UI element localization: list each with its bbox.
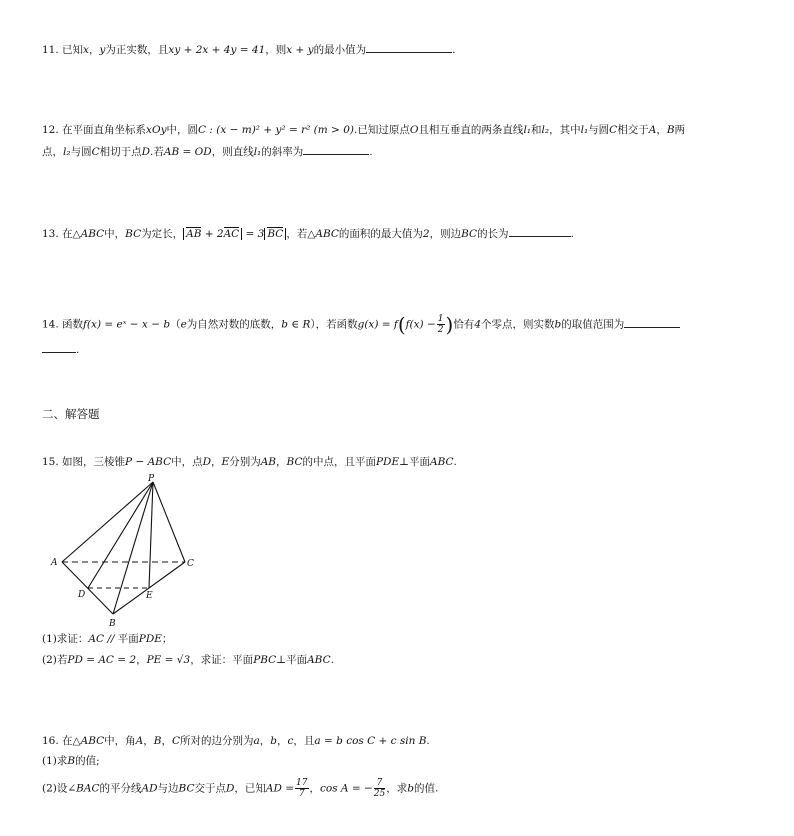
q13-text: 中， <box>104 228 126 240</box>
q15-end: . <box>453 456 457 468</box>
question-16-part-1 <box>42 753 100 769</box>
edge-pc <box>153 482 185 562</box>
q13-end: . <box>570 228 574 240</box>
q13-text: 在 <box>62 228 73 240</box>
q16-b-angle: B <box>153 735 162 747</box>
q15-part1-pde: PDE <box>138 633 162 645</box>
q11-text: ，则 <box>265 44 287 56</box>
question-13 <box>42 226 574 242</box>
q14-number: 14. <box>42 318 59 331</box>
q13-number: 13. <box>42 228 59 240</box>
q14-right-paren: ) <box>445 312 454 337</box>
label-p: P <box>148 474 155 484</box>
question-15-part-1 <box>42 631 172 647</box>
q16-text: 中，角 <box>104 735 136 747</box>
q16-cos-num: 7 <box>374 778 385 789</box>
q11-equation: xy + 2x + 4y = 41 <box>168 44 266 56</box>
q13-two: 2 <box>422 228 430 240</box>
label-d: D <box>78 590 86 600</box>
q16-a-side: a <box>253 735 260 747</box>
q14-inner: f(x) − <box>405 318 436 331</box>
q15-part2-condition: PD = AC = 2 <box>67 654 137 666</box>
q13-plus: + 2 <box>201 228 224 240</box>
q14-fx: f(x) = eˣ − x − b <box>83 318 171 331</box>
q16-part1-end: 的值; <box>75 755 100 767</box>
q16-text: 所对的边分别为 <box>180 735 254 747</box>
q14-text: ），若函数 <box>310 318 358 331</box>
q12-text: 中，圆 <box>166 124 199 136</box>
q12-l1: l₁ <box>523 124 532 136</box>
q15-sep: ， <box>276 456 287 468</box>
q13-text: 的面积的最大值为 <box>338 228 423 240</box>
q12-circle-equation: C : (x − m)² + y² = r² (m > 0) <box>198 124 354 136</box>
q16-part2-label: (2) <box>42 782 57 795</box>
q12-text: 两 <box>674 124 686 136</box>
q13-text: 为定长， <box>141 228 184 240</box>
q16-c-side: c <box>287 735 294 747</box>
q15-part2-abc: ABC <box>307 654 331 666</box>
q15-sep: ， <box>211 456 222 468</box>
q15-part2-end: . <box>330 654 334 666</box>
q13-text: 的长为 <box>477 228 509 240</box>
q13-equals: = 3 <box>242 228 265 240</box>
section-title: 二、解答题 <box>42 407 100 421</box>
q16-part2-text: ，求 <box>386 782 408 795</box>
q15-text: 平面 <box>409 456 431 468</box>
question-12-line-1: 12. 在平面直角坐标系xOy中，圆C : (x − m)² + y² = r² (m > 0).已知过原点O且相互垂直的两条直线l₁和l₂，其中l₁与圆C相交于A，B两 <box>42 124 686 136</box>
edge-pd <box>88 482 153 588</box>
q15-part1-end: ； <box>161 633 173 645</box>
q16-cos-eq: cos A = − <box>320 782 373 795</box>
q15-ab: AB <box>260 456 277 468</box>
question-14-line-1 <box>42 314 680 335</box>
q15-perp: ⊥ <box>399 456 410 468</box>
q12-text: 点， <box>42 146 63 158</box>
answer-blank <box>624 317 680 328</box>
q16-angle: ∠BAC <box>67 782 100 795</box>
q16-part2-text: 与边 <box>157 782 179 795</box>
q12-text: ，则直线 <box>211 146 254 158</box>
q11-x: x <box>83 44 89 56</box>
q11-text: 为正实数，且 <box>105 44 169 56</box>
q11-number: 11. <box>42 44 59 56</box>
q16-text: 在 <box>62 735 73 747</box>
question-11 <box>42 42 455 58</box>
q14-fraction-den: 2 <box>437 325 444 335</box>
q12-text: 与圆 <box>70 146 92 158</box>
q12-text: ，其中 <box>549 124 581 136</box>
q15-pyramid: P − ABC <box>125 456 172 468</box>
q12-text: 且相互垂直的两条直线 <box>418 124 524 136</box>
q11-sep: ， <box>88 44 100 56</box>
question-12-line-2 <box>42 144 373 160</box>
q15-part1-parallel: // <box>104 633 118 645</box>
q13-vector-bc: BC <box>267 228 284 240</box>
q13-triangle: △ABC <box>72 228 105 240</box>
q16-condition: a = b cos C + c sin B <box>314 735 427 747</box>
q15-part2-text: 平面 <box>286 654 308 666</box>
q16-cos-den: 25 <box>373 789 386 799</box>
q16-part1-b: B <box>67 755 76 767</box>
q15-part2-perp: ⊥ <box>276 654 287 666</box>
q11-expr: x + y <box>286 44 314 56</box>
q16-d: D <box>225 782 235 795</box>
q15-part1-text: 求证： <box>56 633 89 645</box>
q16-b-side: b <box>270 735 278 747</box>
q12-text: .若 <box>150 146 164 158</box>
q12-l1: l₁ <box>580 124 589 136</box>
q13-triangle: △ABC <box>307 228 339 240</box>
q13-bc: BC <box>125 228 142 240</box>
q13-bc: BC <box>461 228 478 240</box>
q14-text: （ <box>170 318 181 331</box>
q16-cos-fraction <box>374 778 385 799</box>
q16-bc: BC <box>178 782 195 795</box>
q14-gx: g(x) = f <box>357 318 398 331</box>
q15-text: 的中点，且平面 <box>302 456 376 468</box>
q14-fraction-num: 1 <box>437 314 444 324</box>
q16-triangle: △ABC <box>72 735 105 747</box>
q15-part2-text: ，求证：平面 <box>190 654 254 666</box>
label-b: B <box>109 619 116 629</box>
q13-text: ，则边 <box>429 228 462 240</box>
q12-l2: l₂ <box>63 146 71 158</box>
q11-text: 的最小值为 <box>313 44 367 56</box>
q16-part2-text: 设 <box>56 782 68 795</box>
q13-vector-ab: AB <box>186 228 202 240</box>
q12-l1: l₁ <box>253 146 262 158</box>
q16-ad-fraction <box>295 778 308 799</box>
q15-part2-pbc: PBC <box>253 654 277 666</box>
edge-pe <box>149 482 153 588</box>
q15-part1-ac: AC <box>88 633 104 645</box>
edge-pa <box>62 482 153 562</box>
q12-l2: l₂ <box>541 124 550 136</box>
q12-d: D <box>141 146 151 158</box>
q16-part2-b: b <box>407 782 414 795</box>
q15-text: 中，点 <box>171 456 203 468</box>
q12-text: 的斜率为 <box>261 146 304 158</box>
question-14-line-2 <box>42 342 79 358</box>
q11-text: 已知 <box>62 44 84 56</box>
q12-condition: AB = OD <box>163 146 212 158</box>
q16-ad-den: 7 <box>298 789 305 799</box>
q15-e: E <box>221 456 230 468</box>
q14-end: . <box>76 344 80 356</box>
q13-vector-ac: AC <box>223 228 240 240</box>
q14-fraction <box>437 314 445 335</box>
label-e: E <box>146 591 153 601</box>
q16-part2-text: 的平分线 <box>99 782 142 795</box>
q12-c: C <box>609 124 618 136</box>
q12-a: A <box>648 124 657 136</box>
q15-part2-pe: PE = √3 <box>146 654 191 666</box>
q12-text: 相交于 <box>617 124 649 136</box>
q12-number: 12. <box>42 124 59 136</box>
q12-text: .已知过原点 <box>353 124 410 136</box>
q14-text: 的取值范围为 <box>561 318 625 331</box>
q15-part2-label: (2) <box>42 654 57 666</box>
q15-abc: ABC <box>430 456 454 468</box>
q14-e: e <box>180 318 187 331</box>
answer-blank <box>509 226 571 237</box>
q12-text: 相切于点 <box>99 146 142 158</box>
label-c: C <box>187 559 194 569</box>
q16-text: ，且 <box>293 735 315 747</box>
q15-part2-text: 若 <box>56 654 68 666</box>
q15-pde: PDE <box>375 456 400 468</box>
q16-c-angle: C <box>171 735 181 747</box>
q12-text: 与圆 <box>588 124 610 136</box>
q13-text: ，若 <box>286 228 308 240</box>
q12-text: 在平面直角坐标系 <box>62 124 147 136</box>
q16-part1-text: 求 <box>56 755 68 767</box>
q15-d: D <box>202 456 212 468</box>
q16-a-angle: A <box>135 735 144 747</box>
q16-part2-text: ，已知 <box>234 782 266 795</box>
q12-end: . <box>369 146 373 158</box>
q15-part1-label: (1) <box>42 633 57 645</box>
q14-left-paren: ( <box>397 312 406 337</box>
edge-bc <box>113 562 185 614</box>
q15-part1-text: 平面 <box>117 633 139 645</box>
q14-b: b <box>554 318 562 331</box>
pyramid-figure <box>40 472 210 632</box>
q13-abs-bc <box>264 228 286 240</box>
q16-ad-eq: AD = <box>265 782 295 795</box>
q14-text: 恰有 <box>453 318 475 331</box>
q15-part2-sep: ， <box>136 654 147 666</box>
q16-part1-label: (1) <box>42 755 57 767</box>
edge-ab <box>62 562 113 614</box>
q16-end: . <box>426 735 430 747</box>
q14-four: 4 <box>474 318 481 331</box>
q11-end: . <box>452 44 456 56</box>
q16-part2-end: 的值. <box>413 782 439 795</box>
question-16-part-2: (2)设∠BAC的平分线AD与边BC交于点D，已知AD = $\frac{17}{7}$ ，cos A = − $\frac{7}{25}$ ，求b的值. <box>42 778 439 799</box>
q14-text: 个零点，则实数 <box>481 318 555 331</box>
q12-origin: O <box>409 124 419 136</box>
question-15-part-2 <box>42 652 334 668</box>
q14-text: 为自然对数的底数， <box>186 318 282 331</box>
answer-blank <box>366 42 452 53</box>
q12-coord: xOy <box>146 124 167 136</box>
q12-text: 和 <box>531 124 542 136</box>
q12-c: C <box>91 146 100 158</box>
q12-b: B <box>666 124 675 136</box>
label-a: A <box>51 558 58 568</box>
answer-blank <box>303 144 369 155</box>
q15-bc: BC <box>286 456 303 468</box>
q16-number: 16. <box>42 735 59 747</box>
question-15 <box>42 454 457 470</box>
q15-text: 如图，三棱锥 <box>62 456 126 468</box>
q14-b-in-r: b ∈ R <box>281 318 311 331</box>
q14-text: 函数 <box>62 318 84 331</box>
q16-part2-text: 交于点 <box>194 782 226 795</box>
q11-y: y <box>99 44 106 56</box>
answer-blank <box>42 342 76 353</box>
q16-ad: AD <box>141 782 158 795</box>
question-16: 16. 在△ABC中，角A，B，C所对的边分别为a，b，c，且a = b cos C + c sin B. <box>42 735 430 747</box>
q15-text: 分别为 <box>229 456 261 468</box>
q16-ad-num: 17 <box>296 778 308 788</box>
q13-vector-expression <box>183 228 242 240</box>
q15-number: 15. <box>42 456 59 468</box>
